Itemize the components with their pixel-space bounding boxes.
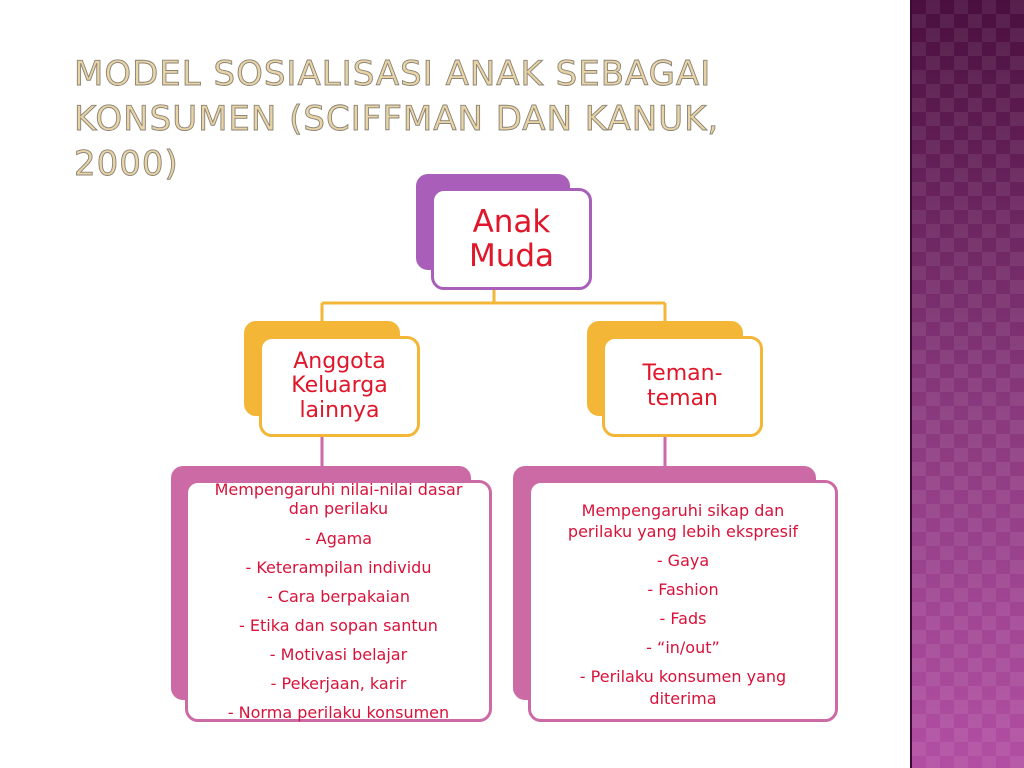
family-detail-node xyxy=(185,480,492,722)
family-node xyxy=(259,336,420,437)
family-label-line-2: Keluarga xyxy=(291,373,388,399)
family-detail-item: - Keterampilan individu xyxy=(245,558,432,577)
friends-detail-item: - Fashion xyxy=(647,580,719,599)
root-node xyxy=(431,188,592,290)
family-label-line-1: Anggota xyxy=(293,349,386,375)
family-detail-item: - Pekerjaan, karir xyxy=(270,674,407,693)
friends-detail-item: - Gaya xyxy=(656,551,710,570)
family-node-label xyxy=(291,350,388,423)
friends-node-label xyxy=(642,362,722,410)
friends-detail-item: - Fads xyxy=(659,609,707,628)
friends-detail-intro-2: perilaku yang lebih ekspresif xyxy=(567,522,799,541)
family-detail-text xyxy=(215,480,463,727)
friends-label-line-2: teman xyxy=(646,385,719,411)
family-detail-item: - Norma perilaku konsumen xyxy=(227,703,450,722)
family-detail-item: - Motivasi belajar xyxy=(269,645,408,664)
root-node-label xyxy=(469,205,554,273)
friends-detail-intro-1: Mempengaruhi sikap dan xyxy=(581,501,785,520)
family-detail-item: - Cara berpakaian xyxy=(266,587,410,606)
root-to-children-connector xyxy=(322,290,665,322)
family-detail-intro-2: dan perilaku xyxy=(288,499,389,518)
friends-detail-item: - Perilaku konsumen yang xyxy=(579,667,787,686)
friends-detail-item: - “in/out” xyxy=(646,638,720,657)
family-detail-intro-1: Mempengaruhi nilai-nilai dasar xyxy=(214,480,463,499)
family-detail-item: - Etika dan sopan santun xyxy=(239,616,438,635)
family-detail-item: - Agama xyxy=(304,529,373,548)
family-label-line-3: lainnya xyxy=(299,397,380,423)
friends-label-line-1: Teman- xyxy=(642,361,723,387)
friends-detail-node xyxy=(528,480,838,722)
friends-node xyxy=(602,336,763,437)
root-label-line-1: Anak xyxy=(472,203,551,240)
slide-title: MODEL SOSIALISASI ANAK SEBAGAI KONSUMEN (SCIFFMAN DAN KANUK, 2000) xyxy=(74,54,720,184)
friends-detail-item-continuation: diterima xyxy=(649,689,717,708)
root-label-line-2: Muda xyxy=(468,238,555,274)
friends-detail-text xyxy=(568,500,798,707)
